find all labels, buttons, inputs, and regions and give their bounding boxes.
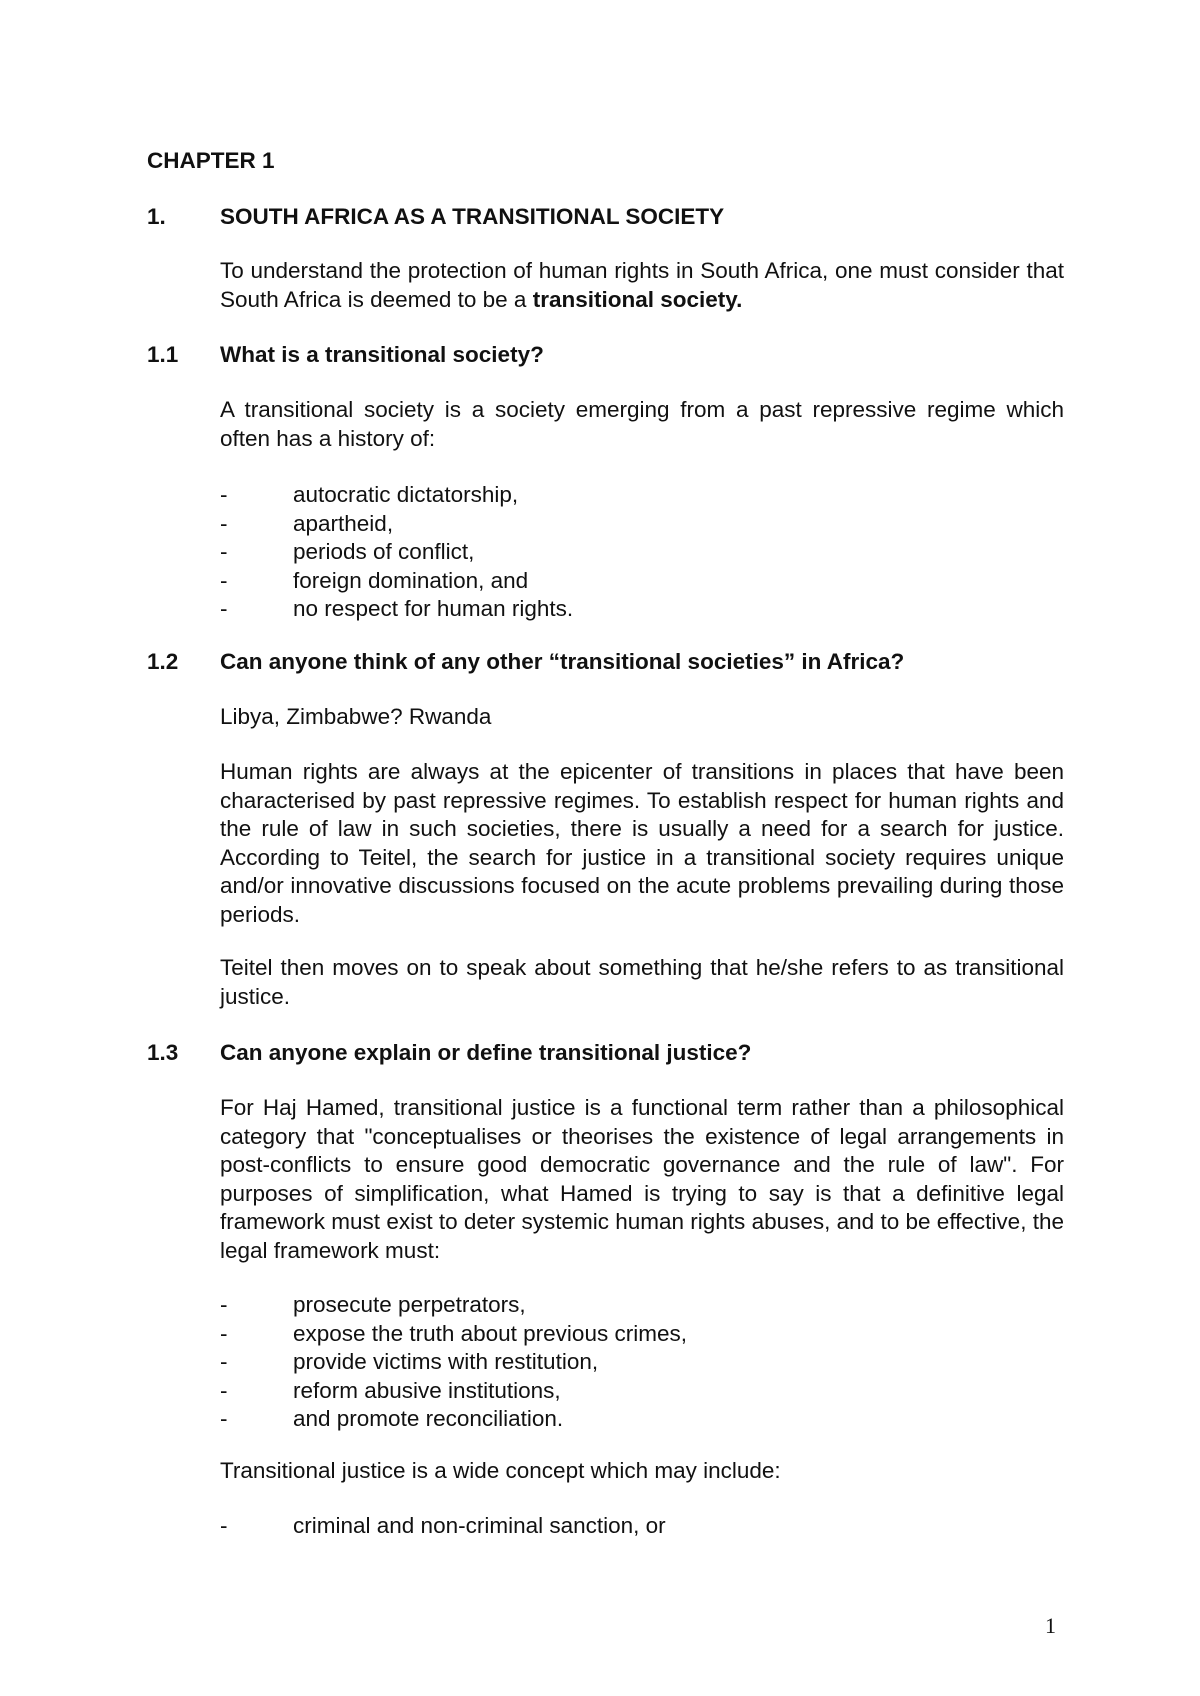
bullet-dash: -	[220, 1349, 228, 1374]
bullet-dash: -	[220, 482, 228, 507]
section-title: Can anyone think of any other “transitional societies” in Africa?	[220, 649, 905, 674]
bullet-dash: -	[220, 1320, 228, 1346]
history-list	[220, 481, 1064, 624]
chapter-heading: CHAPTER 1	[147, 148, 275, 173]
section-number: 1.2	[147, 649, 179, 674]
bullet-dash: -	[220, 567, 228, 593]
list-item	[220, 1320, 1064, 1349]
list-item-text: criminal and non-criminal sanction, or	[293, 1513, 666, 1538]
transitional-society-definition: A transitional society is a society emerging from a past repressive regime which often has a history of:	[220, 397, 1064, 451]
list-item-text: reform abusive institutions,	[293, 1377, 561, 1403]
bullet-dash: -	[220, 596, 228, 621]
list-item-text: prosecute perpetrators,	[293, 1292, 526, 1317]
page-number: 1	[1045, 1613, 1056, 1638]
human-rights-paragraph: Human rights are always at the epicenter of transitions in places that have been characterised by past repressive regimes. To establish respect for human rights and the rule of law in such societies, there is usually a need for a search for justice. According to Teitel, the search for justice in a transitional society requires unique and/or innovative discussions focused on the acute problems prevailing during those periods.	[220, 759, 1064, 927]
intro-period: .	[736, 286, 743, 312]
bullet-dash: -	[220, 1292, 228, 1317]
section-number: 1.3	[147, 1040, 179, 1065]
section-title: What is a transitional society?	[220, 342, 544, 367]
list-item-text: provide victims with restitution,	[293, 1349, 599, 1374]
intro-paragraph	[220, 257, 1064, 314]
section-title: Can anyone explain or define transitional justice?	[220, 1040, 752, 1065]
framework-list	[220, 1291, 1064, 1434]
wide-concept-paragraph: Transitional justice is a wide concept which may include:	[220, 1458, 781, 1483]
teitel-paragraph: Teitel then moves on to speak about something that he/she refers to as transitional justice.	[220, 955, 1064, 1009]
bullet-dash: -	[220, 1513, 228, 1538]
bullet-dash: -	[220, 539, 228, 564]
intro-text: To understand the protection of human rights in South Africa, one must consider that South Africa is deemed to be a	[220, 258, 1064, 312]
list-item-text: and promote reconciliation.	[293, 1406, 564, 1431]
hamed-paragraph: For Haj Hamed, transitional justice is a functional term rather than a philosophical category that "conceptualises or theorises the existence of legal arrangements in post-conflicts to ensure good democratic governance and the rule of law". For purposes of simplification, what Hamed is trying to say is that a definitive legal framework must exist to deter systemic human rights abuses, and to be effective, the legal framework must:	[220, 1095, 1064, 1263]
list-item-text: apartheid,	[293, 510, 394, 536]
list-item	[220, 567, 1064, 596]
list-item	[220, 1512, 1064, 1541]
list-item	[220, 1348, 1064, 1377]
list-item	[220, 510, 1064, 539]
list-item-text: autocratic dictatorship,	[293, 482, 519, 507]
list-item	[220, 1291, 1064, 1320]
bullet-dash: -	[220, 1406, 228, 1431]
section-number: 1.1	[147, 342, 179, 367]
section-number: 1.	[147, 204, 166, 229]
list-item	[220, 1405, 1064, 1434]
intro-emphasis: transitional society	[532, 286, 737, 312]
examples-paragraph: Libya, Zimbabwe? Rwanda	[220, 704, 492, 729]
bullet-dash: -	[220, 510, 228, 536]
wide-concept-list	[220, 1512, 1064, 1541]
list-item-text: foreign domination, and	[293, 567, 529, 593]
list-item	[220, 595, 1064, 624]
list-item-text: no respect for human rights.	[293, 596, 574, 621]
list-item	[220, 538, 1064, 567]
list-item	[220, 481, 1064, 510]
list-item	[220, 1377, 1064, 1406]
list-item-text: periods of conflict,	[293, 539, 475, 564]
bullet-dash: -	[220, 1377, 228, 1403]
section-title: SOUTH AFRICA AS A TRANSITIONAL SOCIETY	[220, 204, 725, 229]
list-item-text: expose the truth about previous crimes,	[293, 1320, 687, 1346]
